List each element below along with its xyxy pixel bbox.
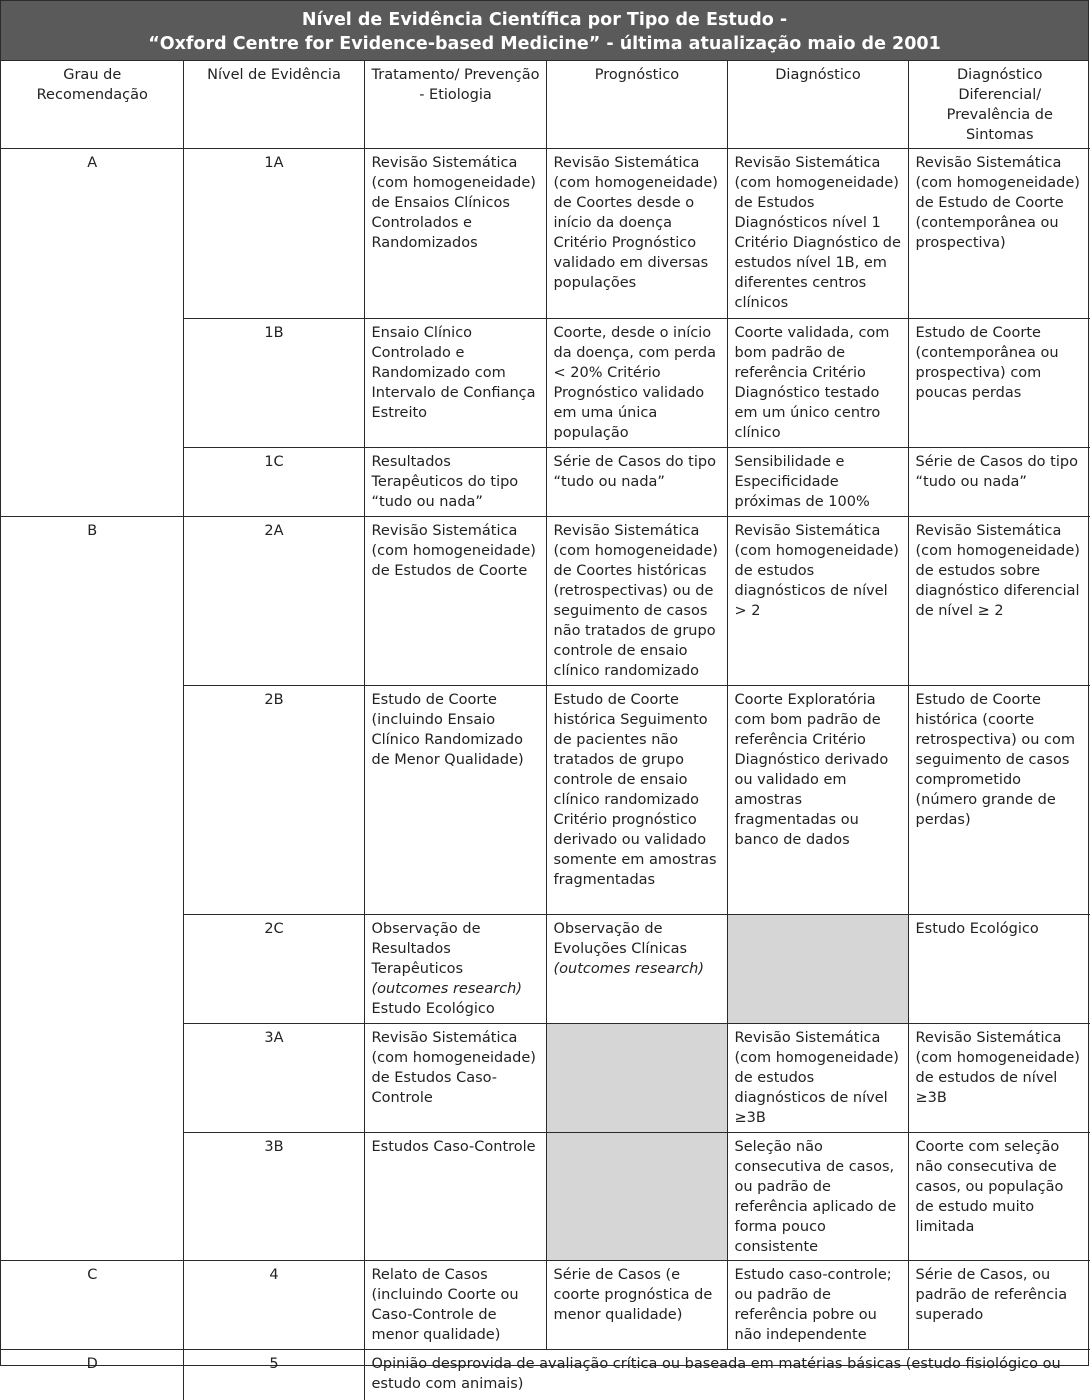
cell-1a-prognostico: Revisão Sistemática (com homogeneidade) de Coortes desde o início da doença Critério Prognóstico validado em diversas populações (546, 149, 727, 319)
cell-2a-prognostico: Revisão Sistemática (com homogeneidade) de Coortes históricas (retrospectivas) ou de seguimento de casos não tratados de grupo controle de ensaio clínico randomizado (546, 517, 727, 686)
cell-2c-diferencial: Estudo Ecológico (908, 915, 1090, 1024)
level-4: 4 (183, 1261, 364, 1350)
level-1c: 1C (183, 448, 364, 517)
title-line-2: “Oxford Centre for Evidence-based Medicine” - última atualização maio de 2001 (148, 34, 941, 54)
cell-3b-diagnostico: Seleção não consecutiva de casos, ou padrão de referência aplicado de forma pouco consistente (727, 1133, 908, 1261)
cell-2c-prognostico-italic: (outcomes research) (553, 961, 704, 977)
cell-2c-tratamento (364, 915, 546, 1024)
cell-5-opiniao: Opinião desprovida de avaliação crítica ou baseada em matérias básicas (estudo fisiológico ou estudo com animais) (364, 1350, 1090, 1400)
header-row (1, 61, 1090, 149)
header-diagnostico: Diagnóstico (727, 61, 908, 149)
level-2c: 2C (183, 915, 364, 1024)
cell-3a-tratamento: Revisão Sistemática (com homogeneidade) de Estudos Caso-Controle (364, 1024, 546, 1133)
title-line-1: Nível de Evidência Científica por Tipo de Estudo - (301, 10, 788, 30)
cell-4-prognostico: Série de Casos (e coorte prognóstica de menor qualidade) (546, 1261, 727, 1350)
cell-2c-prognostico (546, 915, 727, 1024)
cell-1a-diferencial: Revisão Sistemática (com homogeneidade) de Estudo de Coorte (contemporânea ou prospectiva) (908, 149, 1090, 319)
cell-2a-tratamento: Revisão Sistemática (com homogeneidade) de Estudos de Coorte (364, 517, 546, 686)
header-tratamento: Tratamento/ Prevenção - Etiologia (364, 61, 546, 149)
cell-1a-tratamento: Revisão Sistemática (com homogeneidade) de Ensaios Clínicos Controlados e Randomizados (364, 149, 546, 319)
cell-3b-diferencial: Coorte com seleção não consecutiva de casos, ou população de estudo muito limitada (908, 1133, 1090, 1261)
table-row (1, 517, 1090, 686)
grade-d: D (1, 1350, 183, 1400)
cell-3a-diferencial: Revisão Sistemática (com homogeneidade) de estudos de nível ≥3B (908, 1024, 1090, 1133)
cell-2b-diagnostico: Coorte Exploratória com bom padrão de referência Critério Diagnóstico derivado ou validado em amostras fragmentadas ou banco de dados (727, 686, 908, 915)
table-row (1, 1261, 1090, 1350)
cell-3a-diagnostico: Revisão Sistemática (com homogeneidade) de estudos diagnósticos de nível ≥3B (727, 1024, 908, 1133)
cell-1c-prognostico: Série de Casos do tipo “tudo ou nada” (546, 448, 727, 517)
cell-1b-tratamento: Ensaio Clínico Controlado e Randomizado com Intervalo de Confiança Estreito (364, 319, 546, 448)
cell-1b-diferencial: Estudo de Coorte (contemporânea ou prospectiva) com poucas perdas (908, 319, 1090, 448)
table-row (1, 149, 1090, 319)
cell-1c-tratamento: Resultados Terapêuticos do tipo “tudo ou nada” (364, 448, 546, 517)
grade-c: C (1, 1261, 183, 1350)
grade-a: A (1, 149, 183, 517)
level-5: 5 (183, 1350, 364, 1400)
cell-2a-diagnostico: Revisão Sistemática (com homogeneidade) de estudos diagnósticos de nível > 2 (727, 517, 908, 686)
cell-4-diferencial: Série de Casos, ou padrão de referência superado (908, 1261, 1090, 1350)
cell-2b-diferencial: Estudo de Coorte histórica (coorte retrospectiva) ou com seguimento de casos comprometido (número grande de perdas) (908, 686, 1090, 915)
header-diferencial: Diagnóstico Diferencial/ Prevalência de Sintomas (908, 61, 1090, 149)
evidence-table (1, 61, 1090, 1400)
cell-2c-tratamento-text: Observação de Resultados Terapêuticos (371, 921, 481, 977)
cell-2a-diferencial: Revisão Sistemática (com homogeneidade) de estudos sobre diagnóstico diferencial de nível ≥ 2 (908, 517, 1090, 686)
cell-2c-diagnostico-empty (727, 915, 908, 1024)
level-2a: 2A (183, 517, 364, 686)
header-prognostico: Prognóstico (546, 61, 727, 149)
level-1b: 1B (183, 319, 364, 448)
cell-4-diagnostico: Estudo caso-controle; ou padrão de referência pobre ou não independente (727, 1261, 908, 1350)
cell-2c-tratamento-italic: (outcomes research) (371, 981, 522, 997)
cell-2c-prognostico-text: Observação de Evoluções Clínicas (553, 921, 688, 957)
level-3a: 3A (183, 1024, 364, 1133)
cell-2b-prognostico: Estudo de Coorte histórica Seguimento de pacientes não tratados de grupo controle de ensaio clínico randomizado Critério prognóstico derivado ou validado somente em amostras fragmentadas (546, 686, 727, 915)
cell-1b-prognostico: Coorte, desde o início da doença, com perda < 20% Critério Prognóstico validado em uma única população (546, 319, 727, 448)
level-2b: 2B (183, 686, 364, 915)
cell-1c-diferencial: Série de Casos do tipo “tudo ou nada” (908, 448, 1090, 517)
cell-1b-diagnostico: Coorte validada, com bom padrão de referência Critério Diagnóstico testado em um único centro clínico (727, 319, 908, 448)
cell-3a-prognostico-empty (546, 1024, 727, 1133)
header-grau: Grau de Recomendação (1, 61, 183, 149)
cell-1a-diagnostico: Revisão Sistemática (com homogeneidade) de Estudos Diagnósticos nível 1 Critério Diagnóstico de estudos nível 1B, em diferentes centros clínicos (727, 149, 908, 319)
cell-2b-tratamento: Estudo de Coorte (incluindo Ensaio Clínico Randomizado de Menor Qualidade) (364, 686, 546, 915)
grade-b: B (1, 517, 183, 1261)
level-1a: 1A (183, 149, 364, 319)
cell-1c-diagnostico: Sensibilidade e Especificidade próximas de 100% (727, 448, 908, 517)
level-3b: 3B (183, 1133, 364, 1261)
cell-3b-prognostico-empty (546, 1133, 727, 1261)
header-nivel: Nível de Evidência (183, 61, 364, 149)
cell-4-tratamento: Relato de Casos (incluindo Coorte ou Caso-Controle de menor qualidade) (364, 1261, 546, 1350)
table-row (1, 1350, 1090, 1400)
cell-3b-tratamento: Estudos Caso-Controle (364, 1133, 546, 1261)
title-bar (1, 1, 1088, 61)
cell-2c-tratamento-tail: Estudo Ecológico (371, 1001, 495, 1017)
